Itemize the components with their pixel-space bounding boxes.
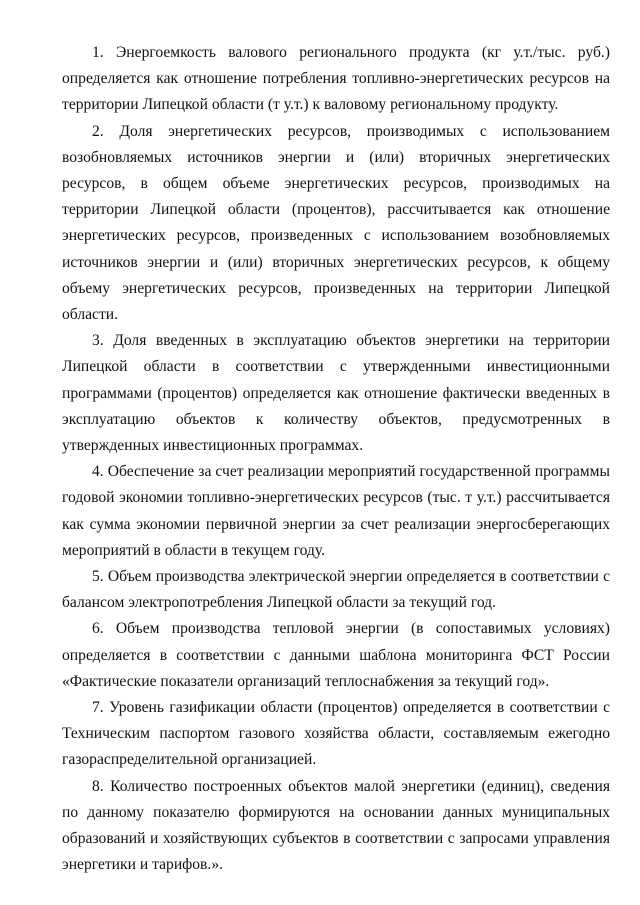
document-body: [62, 40, 610, 879]
paragraph-7: 7. Уровень газификации области (процентов) определяется в соответствии с Техническим паспортом газового хозяйства области, составляемым ежегодно газораспределительной организацией.: [62, 699, 610, 769]
paragraph-2: 2. Доля энергетических ресурсов, производимых с использованием возобновляемых источников энергии и (или) вторичных энергетических ресурсов, в общем объеме энергетических ресурсов, производимых на территории Липецкой области (процентов), рассчитывается как отношение энергетических ресурсов, произведенных с использованием возобновляемых источников энергии и (или) вторичных энергетических ресурсов, к общему объему энергетических ресурсов, произведенных на территории Липецкой области.: [62, 122, 610, 324]
paragraph-6: 6. Объем производства тепловой энергии (в сопоставимых условиях) определяется в соответствии с данными шаблона мониторинга ФСТ России «Фактические показатели организаций теплоснабжения за текущий год».: [62, 620, 610, 690]
paragraph-4: 4. Обеспечение за счет реализации мероприятий государственной программы годовой экономии топливно-энергетических ресурсов (тыс. т у.т.) рассчитывается как сумма экономии первичной энергии за счет реализации энергосберегающих мероприятий в области в текущем году.: [62, 463, 610, 559]
paragraph-8: 8. Количество построенных объектов малой энергетики (единиц), сведения по данному показателю формируются на основании данных муниципальных образований и хозяйствующих субъектов в соответствии с запросами управления энергетики и тарифов.».: [62, 777, 610, 874]
paragraph-1: 1. Энергоемкость валового регионального продукта (кг у.т./тыс. руб.) определяется как отношение потребления топливно-энергетических ресурсов на территории Липецкой области (т у.т.) к валовому региональному продукту.: [62, 44, 610, 114]
paragraph-5: 5. Объем производства электрической энергии определяется в соответствии с балансом электропотребления Липецкой области за текущий год.: [62, 568, 610, 612]
paragraph-3: 3. Доля введенных в эксплуатацию объектов энергетики на территории Липецкой области в соответствии с утвержденными инвестиционными программами (процентов) определяется как отношение фактически введенных в эксплуатацию объектов к количеству объектов, предусмотренных в утвержденных инвестиционных программах.: [62, 332, 610, 455]
